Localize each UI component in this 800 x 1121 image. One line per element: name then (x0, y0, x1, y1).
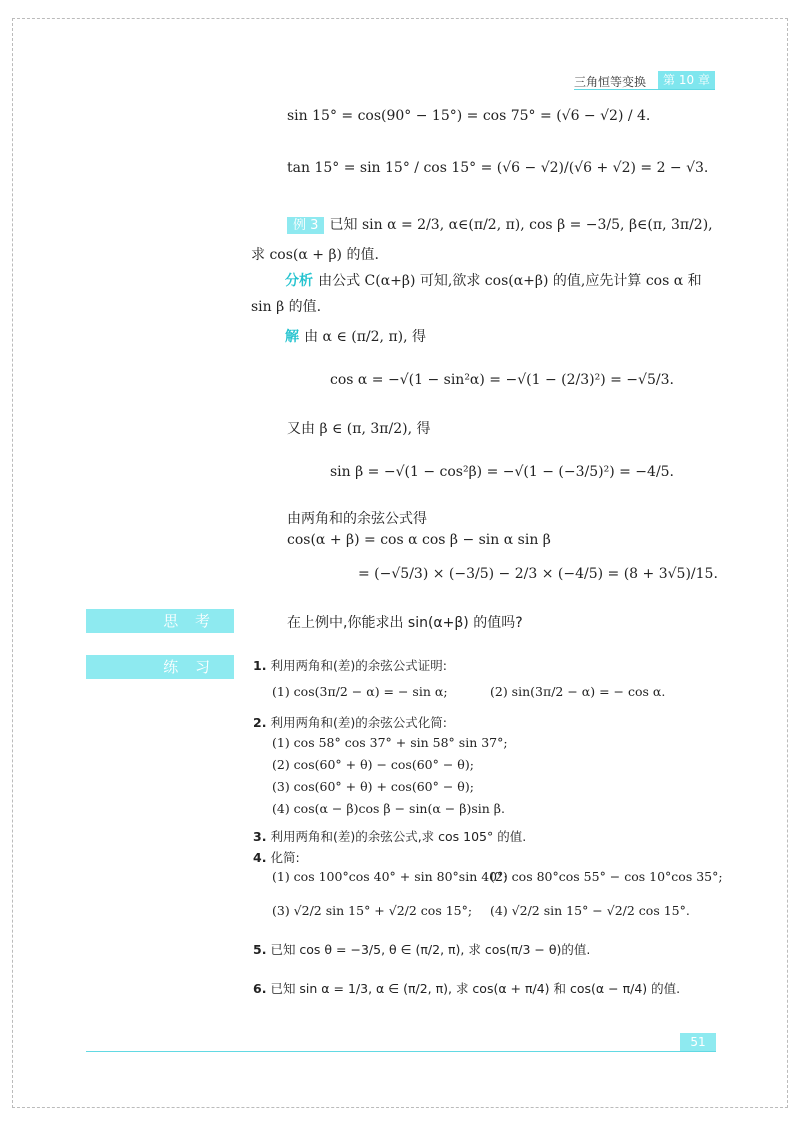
practice-label: 练 习 (86, 655, 234, 679)
think-question: 在上例中,你能求出 sin(α+β) 的值吗? (287, 615, 523, 631)
analysis-text-2: sin β 的值. (251, 299, 322, 315)
practice-q5: 5. 已知 cos θ = −3/5, θ ∈ (π/2, π), 求 cos(π/3 − θ)的值. (253, 942, 591, 957)
chapter-badge: 第 10 章 (658, 71, 715, 89)
solution-text: 由 α ∈ (π/2, π), 得 (304, 329, 427, 345)
q2-text: 利用两角和(差)的余弦公式化简: (270, 715, 447, 730)
analysis-text: 由公式 C(α+β) 可知,欲求 cos(α+β) 的值,应先计算 cos α 和 (318, 273, 702, 289)
practice-q2a: (1) cos 58° cos 37° + sin 58° sin 37°; (272, 735, 508, 750)
q5-text: 已知 cos θ = −3/5, θ ∈ (π/2, π), 求 cos(π/3 − θ)的值. (270, 942, 591, 957)
practice-q3: 3. 利用两角和(差)的余弦公式,求 cos 105° 的值. (253, 829, 527, 844)
practice-q2b: (2) cos(60° + θ) − cos(60° − θ); (272, 757, 474, 772)
equation-cos-alpha: cos α = −√(1 − sin²α) = −√(1 − (2/3)²) = −√5/3. (330, 372, 674, 388)
q1-text: 利用两角和(差)的余弦公式证明: (270, 658, 447, 673)
practice-q4d: (4) √2/2 sin 15° − √2/2 cos 15°. (490, 903, 690, 918)
solution-line (285, 326, 426, 346)
example-line (287, 214, 713, 234)
footer-rule (86, 1051, 716, 1052)
practice-q1: 1. 利用两角和(差)的余弦公式证明: (253, 658, 447, 673)
header-rule (574, 89, 715, 90)
practice-q4b: (2) cos 80°cos 55° − cos 10°cos 35°; (490, 869, 723, 884)
by-formula-text: 由两角和的余弦公式得 (287, 511, 427, 527)
think-label: 思 考 (86, 609, 234, 633)
example-text: 已知 sin α = 2/3, α∈(π/2, π), cos β = −3/5, β∈(π, 3π/2), (329, 217, 713, 233)
analysis-line (285, 270, 702, 290)
q3-text: 利用两角和(差)的余弦公式,求 cos 105° 的值. (270, 829, 527, 844)
example-text-2: 求 cos(α + β) 的值. (251, 247, 379, 263)
again-text: 又由 β ∈ (π, 3π/2), 得 (287, 421, 431, 437)
practice-q1b: (2) sin(3π/2 − α) = − cos α. (490, 684, 666, 699)
chapter-title: 三角恒等变换 (574, 75, 647, 89)
solution-tag: 解 (285, 329, 299, 345)
page-number: 51 (680, 1033, 716, 1051)
practice-q4a: (1) cos 100°cos 40° + sin 80°sin 40°; (272, 869, 508, 884)
practice-q4: 4. 化简: (253, 850, 300, 865)
equation-sin-beta: sin β = −√(1 − cos²β) = −√(1 − (−3/5)²) = −4/5. (330, 464, 675, 480)
equation-tan15: tan 15° = sin 15° / cos 15° = (√6 − √2)/(√6 + √2) = 2 − √3. (287, 160, 709, 176)
equation-sum-1: cos(α + β) = cos α cos β − sin α sin β (287, 532, 551, 548)
analysis-tag: 分析 (285, 273, 313, 289)
q6-text: 已知 sin α = 1/3, α ∈ (π/2, π), 求 cos(α + π/4) 和 cos(α − π/4) 的值. (270, 981, 681, 996)
q4-text: 化简: (270, 850, 300, 865)
equation-sum-2: = (−√5/3) × (−3/5) − 2/3 × (−4/5) = (8 + 3√5)/15. (358, 566, 718, 582)
equation-sin15: sin 15° = cos(90° − 15°) = cos 75° = (√6 − √2) / 4. (287, 108, 651, 124)
practice-q6: 6. 已知 sin α = 1/3, α ∈ (π/2, π), 求 cos(α + π/4) 和 cos(α − π/4) 的值. (253, 981, 681, 996)
practice-q1a: (1) cos(3π/2 − α) = − sin α; (272, 684, 448, 699)
practice-q2: 2. 利用两角和(差)的余弦公式化简: (253, 715, 447, 730)
practice-q2c: (3) cos(60° + θ) + cos(60° − θ); (272, 779, 474, 794)
practice-q4c: (3) √2/2 sin 15° + √2/2 cos 15°; (272, 903, 473, 918)
practice-q2d: (4) cos(α − β)cos β − sin(α − β)sin β. (272, 801, 505, 816)
example-tag: 例 3 (287, 217, 324, 234)
